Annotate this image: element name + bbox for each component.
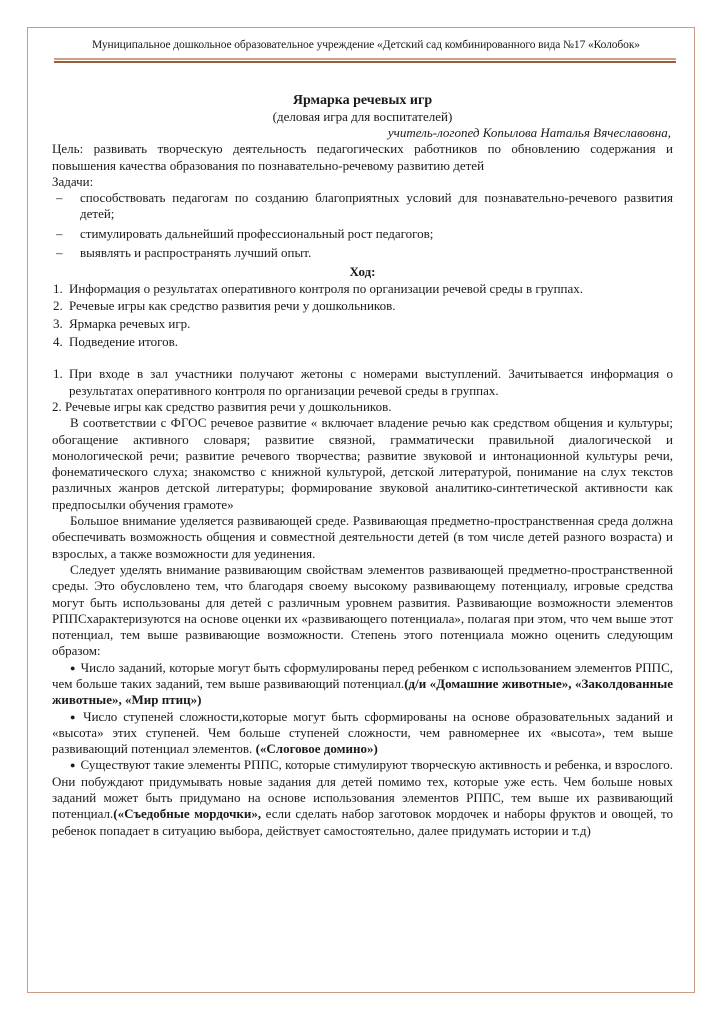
document-title: Ярмарка речевых игр [292, 93, 433, 108]
bullet-item [52, 709, 673, 758]
plan-number: 4. [53, 334, 63, 350]
bullet-bold-text: (д/и «Домашние животные», «Заколдованные животные», «Мир птиц») [52, 676, 673, 708]
header-rule-light [54, 58, 676, 60]
dash-marker: – [56, 225, 63, 241]
step-one-paragraph [52, 366, 673, 399]
bullet-text: Число заданий, которые могут быть сформулированы перед ребенком с использованием элементов РППС, чем больше таких заданий, тем выше развивающий потенциал. [52, 659, 673, 691]
bullet-tail-text: если сделать набор заготовок мордочек и наборы фруктов и овощей, то ребенок попадает в ситуацию выбора, действует самостоятельно, далее придумать истории и т.д) [52, 806, 673, 838]
tasks-list [52, 190, 673, 261]
goal-paragraph: Цель: развивать творческую деятельность педагогических работников по обновлению содержания и повышения качества образования по познавательно-речевому развитию детей [52, 141, 673, 173]
fgos-paragraph: В соответствии с ФГОС речевое развитие « включает владение речью как средством общения и культуры; обогащение активного словаря; развитие связной, грамматически правильной диалогической и монологической речи; развитие речевого творчества; развитие звуковой и интонационной культуры речи, фонематического слуха; знакомство с книжной культурой, детской литературой, понимание на слух текстов различных жанров детской литературы; формирование звуковой аналитико-синтетической активности как предпосылки обучения грамоте» [52, 415, 673, 512]
bullet-bold-text: («Съедобные мордочки», [113, 806, 262, 822]
list-item [52, 245, 673, 261]
list-item [52, 281, 673, 297]
plan-text: Информация о результатах оперативного контроля по организации речевой среды в группах. [69, 280, 584, 296]
task-text: способствовать педагогам по созданию благоприятных условий для познавательно-речевого развития детей; [80, 190, 673, 222]
institution-header: Муниципальное дошкольное образовательное учреждение «Детский сад комбинированного вида №17 «Колобок» [92, 39, 640, 51]
plan-number: 1. [53, 280, 63, 296]
bullet-dot-icon: ● [70, 760, 76, 771]
document-body [52, 92, 673, 839]
dash-marker: – [56, 245, 63, 261]
bullet-dot-icon: ● [70, 662, 76, 673]
list-item [52, 334, 673, 350]
bullet-text: Число ступеней сложности,которые могут быть сформированы на основе образовательных заданий и «высота» этих ступеней. Чем больше ступеней сложности, чем равномернее их «высота», тем выше развивающий потенциал элементов. [52, 708, 673, 757]
list-item [52, 298, 673, 314]
plan-text: Речевые игры как средство развития речи у дошкольников. [69, 298, 396, 314]
list-item [52, 316, 673, 332]
author-line: учитель-логопед Копылова Наталья Вячеславовна, [387, 125, 671, 140]
tasks-label: Задачи: [52, 173, 94, 189]
task-text: стимулировать дальнейший профессиональный рост педагогов; [80, 225, 434, 241]
header-rule-dark [54, 61, 676, 63]
bullet-text: Существуют такие элементы РППС, которые стимулируют творческую активность и ребенка, и взрослого. Они побуждают придумывать новые задания для детей помимо тех, которые уже есть. Чем больше новых заданий может быть придумано на основе использования элементов РППС, тем выше их развивающий потенциал. [52, 757, 673, 822]
bullet-item [52, 757, 673, 838]
step-two-paragraph: 2. Речевые игры как средство развития речи у дошкольников. [52, 398, 392, 414]
plan-text: Подведение итогов. [69, 334, 178, 350]
plan-number: 3. [53, 316, 63, 332]
task-text: выявлять и распространять лучший опыт. [80, 245, 312, 261]
document-subtitle: (деловая игра для воспитателей) [272, 109, 453, 124]
step-one-text: При входе в зал участники получают жетоны с номерами выступлений. Зачитывается информация о результатах оперативного контроля по организации речевой среды в группах. [69, 366, 673, 398]
step-number: 1. [53, 366, 63, 382]
bullet-item [52, 660, 673, 709]
plan-number: 2. [53, 298, 63, 314]
list-item [52, 226, 673, 242]
bullet-bold-text: («Слоговое домино») [255, 741, 378, 757]
list-item [52, 190, 673, 223]
course-heading: Ход: [349, 264, 376, 280]
plan-text: Ярмарка речевых игр. [69, 316, 191, 332]
properties-paragraph: Следует уделять внимание развивающим свойствам элементов развивающей предметно-пространственной среды. Это обусловлено тем, что благодаря своему высокому развивающему потенциалу, игровые средства могут быть использованы для детей с различным уровнем развития. Развивающие возможности элементов РППСхарактеризуются на основе оценки их «развивающего потенциала», полагая при этом, что чем выше этот потенциал, тем выше развивающие возможности. Степень этого потенциала можно оценить следующим образом: [52, 561, 673, 659]
bullet-dot-icon: ● [70, 711, 79, 722]
dash-marker: – [56, 190, 63, 206]
plan-list [52, 281, 673, 351]
environment-paragraph: Большое внимание уделяется развивающей среде. Развивающая предметно-пространственная среда должна обеспечивать возможность общения и совместной деятельности детей (в том числе детей разного возраста) и взрослых, а также возможности для уединения. [52, 513, 673, 561]
